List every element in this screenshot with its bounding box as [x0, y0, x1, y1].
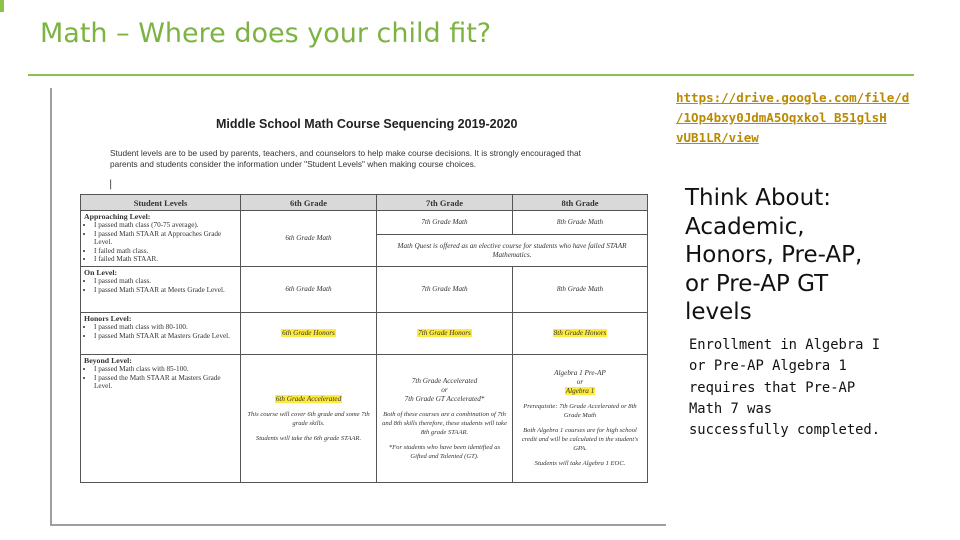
list-item: • I passed math class (70-75 average).: [94, 221, 237, 230]
course-note: *For students who have been identified as Gifted and Talented (GT).: [388, 443, 501, 460]
table-header-row: [81, 195, 648, 211]
table-row: [81, 267, 648, 313]
on-level-cell: [81, 267, 241, 313]
table-row: [81, 211, 648, 235]
course-note: Both of these courses are a combination of 7th and 8th skills therefore, these students will take 8th grade STAAR.: [382, 410, 507, 436]
highlighted-course: 6th Grade Accelerated: [275, 394, 342, 403]
list-item: • I failed math class.: [94, 247, 237, 256]
cell-8th: [513, 355, 648, 483]
cell-6th: 6th Grade Math: [241, 211, 377, 267]
header-8th-grade: 8th Grade: [513, 195, 648, 211]
list-item: • I passed the Math STAAR at Masters Grade Level.: [94, 374, 237, 391]
course-option: Algebra 1 Pre-AP: [554, 369, 606, 377]
text-line: Enrollment in Algebra I: [689, 337, 881, 353]
corner-accent: [0, 0, 4, 12]
text-line: successfully completed.: [689, 422, 881, 439]
cell-8th: 8th Grade Math: [513, 211, 648, 235]
slide-title: Math – Where does your child fit?: [40, 18, 492, 49]
course-note: Students will take Algebra 1 EOC.: [534, 460, 626, 467]
course-option: 7th Grade GT Accelerated*: [404, 394, 485, 403]
course-note: This course will cover 6th grade and some 7th grade skills.: [247, 410, 370, 427]
text-line: Math 7 was: [689, 400, 773, 417]
text-line: requires that Pre-AP: [689, 379, 856, 396]
text-line: Academic,: [685, 213, 805, 240]
link-line[interactable]: /1Op4bxy0JdmA5Oqxkol B51glsH: [676, 110, 887, 125]
cell-6th: [241, 313, 377, 355]
level-label: Approaching Level:: [84, 212, 151, 221]
text-line: Think About:: [685, 185, 831, 211]
text-line: or Pre-AP Algebra 1: [689, 358, 847, 375]
list-item: • I failed Math STAAR.: [94, 255, 237, 264]
think-about-text: [685, 184, 955, 327]
list-item: • I passed Math class with 85-100.: [94, 365, 237, 374]
level-label: Beyond Level:: [84, 356, 132, 365]
level-label: On Level:: [84, 268, 118, 277]
course-note: Students will take the 6th grade STAAR.: [255, 434, 362, 442]
course-note: Both Algebra 1 courses are for high school credit and will be calculated in the student's GPA.: [521, 427, 639, 452]
cell-7th: [377, 313, 513, 355]
cell-7th: 7th Grade Math: [377, 211, 513, 235]
cell-8th: 8th Grade Math: [513, 267, 648, 313]
text-line: levels: [685, 299, 752, 325]
or-label: or: [441, 385, 448, 394]
level-label: Honors Level:: [84, 314, 132, 323]
cell-6th: [241, 355, 377, 483]
cell-7th: 7th Grade Math: [377, 267, 513, 313]
list-item: • I passed Math STAAR at Approaches Grade Level.: [94, 230, 237, 247]
cell-8th: [513, 313, 648, 355]
link-line[interactable]: vUB1LR/view: [676, 130, 759, 145]
enrollment-note: [689, 335, 954, 441]
cell-6th: 6th Grade Math: [241, 267, 377, 313]
text-line: Honors, Pre-AP,: [685, 242, 863, 268]
list-item: • I passed Math STAAR at Masters Grade Level.: [94, 332, 237, 341]
beyond-level-cell: [81, 355, 241, 483]
drive-link[interactable]: [676, 88, 948, 148]
cell-7th: [377, 355, 513, 483]
honors-level-cell: [81, 313, 241, 355]
list-item: • I passed math class.: [94, 277, 237, 286]
math-quest-note: Math Quest is offered as an elective course for students who have failed STAAR Mathematics.: [377, 235, 648, 267]
header-student-levels: Student Levels: [81, 195, 241, 211]
document-heading: Middle School Math Course Sequencing 2019-2020: [216, 117, 518, 131]
highlighted-course: 8th Grade Honors: [553, 329, 607, 337]
link-line[interactable]: https://drive.google.com/file/d: [676, 90, 910, 105]
highlighted-course: 7th Grade Honors: [418, 329, 471, 337]
document-intro: Student levels are to be used by parents, teachers, and counselors to help make course decisions. It is strongly encouraged that parents and students consider the information under "Student Levels" when making course choices.: [110, 148, 581, 169]
header-6th-grade: 6th Grade: [241, 195, 377, 211]
header-7th-grade: 7th Grade: [377, 195, 513, 211]
course-option: 7th Grade Accelerated: [411, 376, 478, 385]
list-item: • I passed Math STAAR at Meets Grade Level.: [94, 286, 237, 295]
or-label: or: [576, 378, 584, 386]
list-item: • I passed math class with 80-100.: [94, 323, 237, 332]
approaching-level-cell: [81, 211, 241, 267]
course-note: Prerequisite: 7th Grade Accelerated or 8th Grade Math: [523, 403, 637, 419]
table-row: [81, 313, 648, 355]
title-divider: [28, 74, 914, 76]
course-sequence-table: [80, 194, 648, 483]
highlighted-course: 6th Grade Honors: [282, 329, 335, 337]
highlighted-course: Algebra 1: [565, 387, 595, 395]
text-cursor: |: [109, 179, 113, 190]
table-row: [81, 355, 648, 483]
text-line: or Pre-AP GT: [685, 270, 829, 297]
